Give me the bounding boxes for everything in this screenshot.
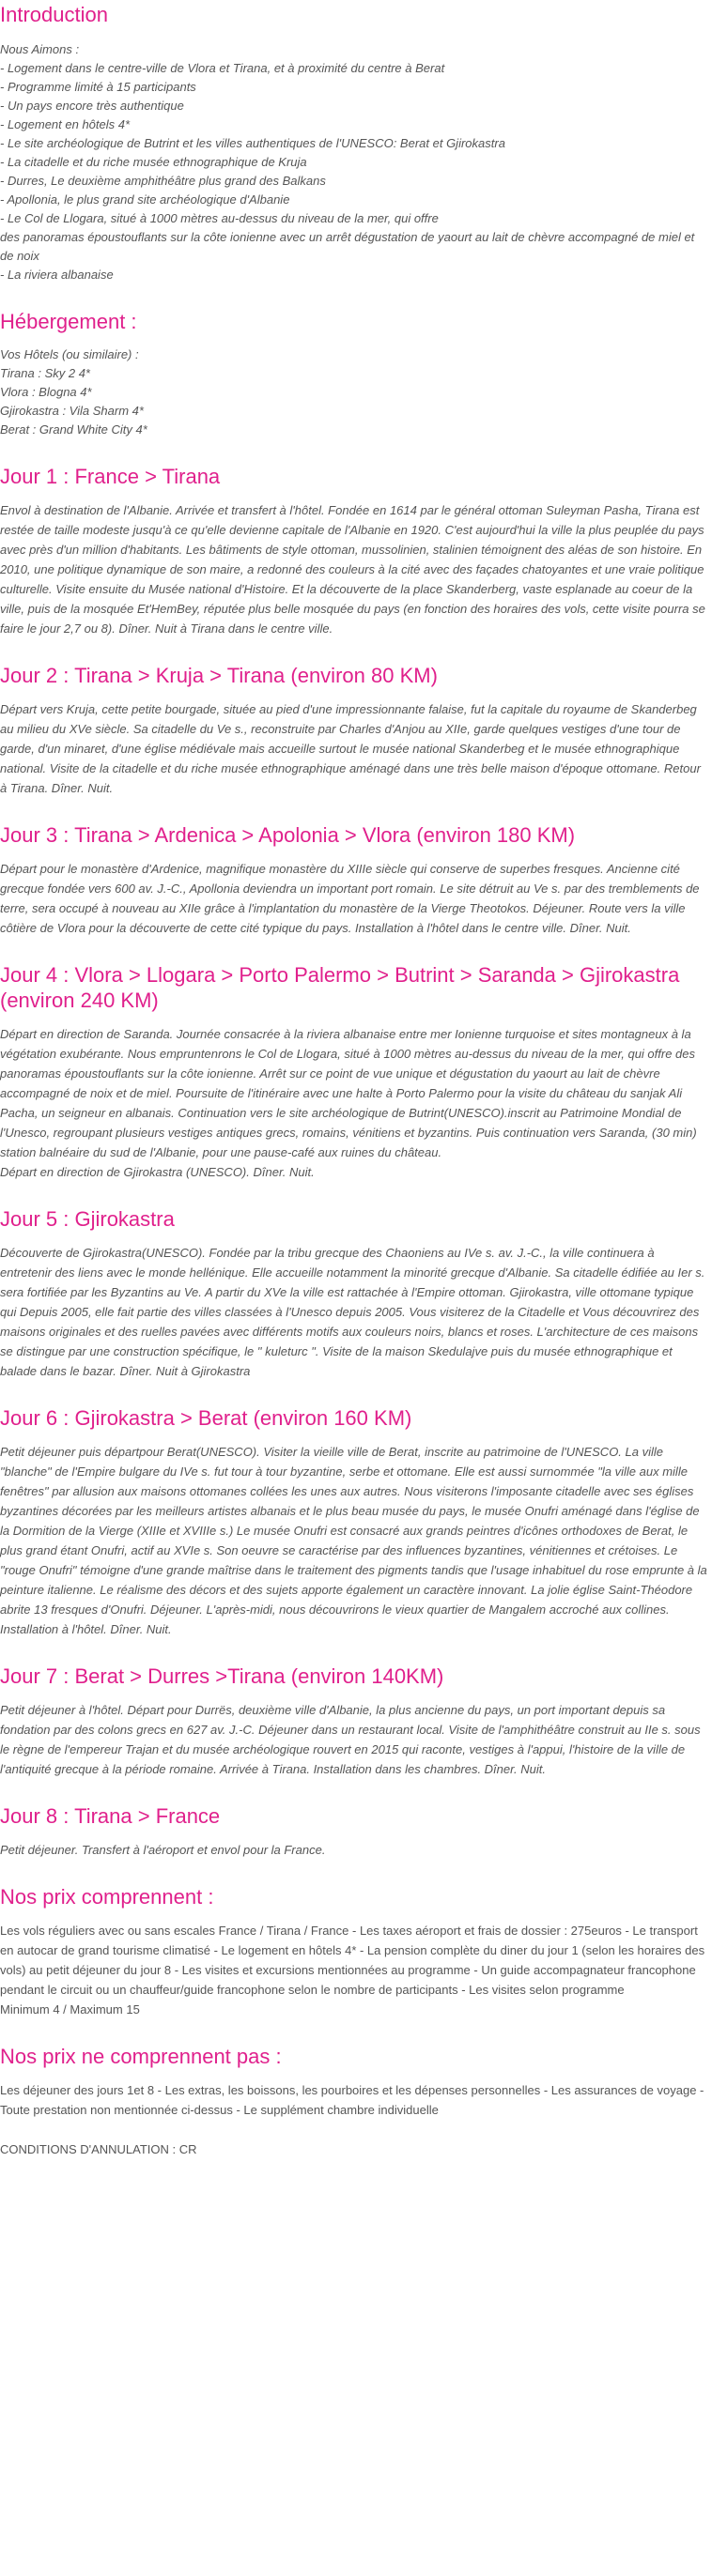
day-heading: Jour 7 : Berat > Durres >Tirana (environ 140KM) — [0, 1664, 444, 1688]
day-heading: Jour 3 : Tirana > Ardenica > Apolonia > Vlora (environ 180 KM) — [0, 823, 576, 847]
day-4-section — [0, 962, 708, 1182]
list-item: - Un pays encore très authentique — [0, 99, 184, 113]
day-7-section — [0, 1664, 708, 1779]
day-2-section — [0, 663, 708, 798]
introduction-heading: Introduction — [0, 3, 108, 26]
list-item: Vos Hôtels (ou similaire) : — [0, 347, 139, 361]
list-item: - Le Col de Llogara, situé à 1000 mètres au-dessus du niveau de la mer, qui offre — [0, 211, 439, 225]
day-description: Envol à destination de l'Albanie. Arrivée et transfert à l'hôtel. Fondée en 1614 par le général ottoman Suleyman Pasha, Tirana est restée de taille modeste jusqu'à ce qu'elle devienne capitale de l'Albanie en 1920. C'est aujourd'hui la ville la plus peuplée du pays avec près d'un million d'habitants. Les bâtiments de style ottoman, mussolinien, stalinien témoignent des aléas de son histoire. En 2010, une politique dynamique de son maire, a redonné des couleurs à la cité avec des façades chatoyantes et une vraie politique culturelle. Visite ensuite du Musée national d'Histoire. Et la découverte de la place Skanderberg, vaste esplanade au coeur de la ville, puis de la mosquée Et'HemBey, réputée plus belle mosquée du pays (en fonction des horaires des vols, cette visite pourra se faire le jour 2,7 ou 8). Dîner. Nuit à Tirana dans le centre ville. — [0, 503, 705, 636]
day-description: Découverte de Gjirokastra(UNESCO). Fondée par la tribu grecque des Chaoniens au IVe s. av. J.-C., la ville continuera à entretenir des liens avec le monde hellénique. Elle accueille notamment la minorité grecque d'Albanie. Sa citadelle édifiée au Ier s. sera fortifiée par les Byzantins au Ve. A partir du XVe la ville est rattachée à l'Empire ottoman. Gjirokastra, ville ottomane typique qui Depuis 2005, elle fait partie des villes classées à l'Unesco depuis 2005. Vous visiterez de la Citadelle et Vous découvrirez des maisons originales et des ruelles pavées avec différents motifs aux couleurs noirs, blancs et roses. L'architecture de ces maisons se distingue par une construction spécifique, le " kuleturc ". Visite de la maison Skedulajve puis du musée ethnographique et balade dans le bazar. Dîner. Nuit à Gjirokastra — [0, 1246, 705, 1378]
day-description-continued: Départ en direction de Gjirokastra (UNESCO). Dîner. Nuit. — [0, 1165, 315, 1179]
list-item: Vlora : Blogna 4* — [0, 385, 92, 399]
day-1-section — [0, 464, 708, 638]
prix-comprennent-text: Les vols réguliers avec ou sans escales France / Tirana / France - Les taxes aéroport et frais de dossier : 275euros - Le transport en autocar de grand tourisme climatisé - Le logement en hôtels 4* - La pension complète du diner du jour 1 (selon les horaires des vols) au petit déjeuner du jour 8 - Les visites et excursions mentionnées au programme - Un guide accompagnateur francophone pendant le circuit ou un chauffeur/guide francophone selon le nombre de participants - Les visites selon programme — [0, 1924, 705, 1997]
introduction-list — [0, 40, 708, 284]
introduction-section — [0, 2, 708, 284]
list-item: - La riviera albanaise — [0, 268, 114, 282]
day-heading: Jour 5 : Gjirokastra — [0, 1207, 175, 1231]
day-description: Petit déjeuner. Transfert à l'aéroport et envol pour la France. — [0, 1843, 326, 1857]
day-3-section — [0, 822, 708, 938]
prix-non-comprennent-text: Les déjeuner des jours 1et 8 - Les extras, les boissons, les pourboires et les dépenses personnelles - Les assurances de voyage - Toute prestation non mentionnée ci-dessus - Le supplément chambre individuelle — [0, 2083, 704, 2117]
list-item: - Durres, Le deuxième amphithéâtre plus grand des Balkans — [0, 174, 326, 188]
day-heading: Jour 6 : Gjirokastra > Berat (environ 160 KM) — [0, 1406, 412, 1430]
day-6-section — [0, 1405, 708, 1639]
hotel-list — [0, 345, 708, 439]
day-description: Départ vers Kruja, cette petite bourgade, située au pied d'une impressionnante falaise, fut la capitale du royaume de Skanderbeg au milieu du XVe siècle. Sa citadelle du Ve s., reconstruite par Charles d'Anjou au XIIe, garde quelques vestiges d'une tour de garde, d'un minaret, d'une église médiévale mais accueille surtout le musée national Skanderbeg et le musée ethnographique national. Visite de la citadelle et du riche musée ethnographique aménagé dans une très belle maison d'époque ottomane. Retour à Tirana. Dîner. Nuit. — [0, 702, 701, 795]
list-item: - La citadelle et du riche musée ethnographique de Kruja — [0, 155, 307, 169]
list-item: Gjirokastra : Vila Sharm 4* — [0, 404, 144, 418]
list-item: Nous Aimons : — [0, 42, 80, 56]
list-item: - Logement dans le centre-ville de Vlora et Tirana, et à proximité du centre à Berat — [0, 61, 445, 75]
day-description: Départ en direction de Saranda. Journée consacrée à la riviera albanaise entre mer Ionienne turquoise et sites montagneux à la végétation exubérante. Nous empruntenrons le Col de Llogara, situé à 1000 mètres au-dessus du niveau de la mer, qui offre des panoramas époustouflants sur la côte ionienne. Arrêt sur ce point de vue unique et dégustation du yaourt au lait de chèvre accompagné de noix et de miel. Poursuite de l'itinéraire avec une halte à Porto Palermo pour la visite du château du sanjak Ali Pacha, un seigneur en albanais. Continuation vers le site archéologique de Butrint(UNESCO).inscrit au Patrimoine Mondial de l'Unesco, regroupant plusieurs vestiges antiques grecs, romains, vénitiens et byzantins. Puis continuation vers Saranda, (30 min) station balnéaire du sud de l'Albanie, pour une pause-café aux ruines du château. — [0, 1027, 697, 1159]
hebergement-section — [0, 309, 708, 439]
day-description: Départ pour le monastère d'Ardenice, magnifique monastère du XIIIe siècle qui conserve de superbes fresques. Ancienne cité grecque fondée vers 600 av. J.-C., Apollonia deviendra un important port romain. Le site détruit au Ve s. par des tremblements de terre, sera occupé à nouveau au XIIe grâce à l'implantation du monastère de la Vierge Theotokos. Déjeuner. Route vers la ville côtière de Vlora pour la découverte de cette cité typique du pays. Installation à l'hôtel dans le centre ville. Dîner. Nuit. — [0, 862, 700, 935]
participants-limit: Minimum 4 / Maximum 15 — [0, 2002, 140, 2016]
prix-comprennent-section — [0, 1884, 708, 2019]
day-heading: Jour 2 : Tirana > Kruja > Tirana (environ 80 KM) — [0, 664, 438, 687]
list-item: des panoramas époustouflants sur la côte ionienne avec un arrêt dégustation de yaourt au lait de chèvre accompagné de miel et de noix — [0, 230, 695, 263]
prix-non-comprennent-heading: Nos prix ne comprennent pas : — [0, 2045, 282, 2068]
list-item: Tirana : Sky 2 4* — [0, 366, 90, 380]
list-item: - Le site archéologique de Butrint et les villes authentiques de l'UNESCO: Berat et Gjirokastra — [0, 136, 505, 150]
cancellation-conditions: CONDITIONS D'ANNULATION : CR — [0, 2142, 197, 2156]
list-item: - Programme limité à 15 participants — [0, 80, 196, 94]
day-description: Petit déjeuner puis départpour Berat(UNESCO). Visiter la vieille ville de Berat, inscrite au patrimoine de l'UNESCO. La ville "blanche" de l'Empire bulgare du IVe s. fut tour à tour byzantine, serbe et ottomane. Elle est aussi surnommée "la ville aux mille fenêtres" par allusion aux maisons ottomanes collées les unes aux autres. Nous visiterons l'imposante citadelle avec ses églises byzantines décorées par les meilleurs artistes albanais et le plus beau musée du pays, le musée Onufri aménagé dans l'église de la Dormition de la Vierge (XIIIe et XVIIIe s.) Le musée Onufri est consacré aux grands peintres d'icônes orthodoxes de Berat, le plus grand étant Onufri, actif au XVIe s. Son oeuvre se caractérise par des influences byzantines, vénitiennes et crétoises. Le "rouge Onufri" témoigne d'une grande maîtrise dans le traitement des pigments tandis que l'usage inhabituel du rose emprunte à la peinture italienne. Le réalisme des décors et des sujets apporte également un caractère innovant. La jolie église Saint-Théodore abrite 13 fresques d'Onufri. Déjeuner. L'après-midi, nous découvrirons le vieux quartier de Mangalem accroché aux collines. Installation à l'hôtel. Dîner. Nuit. — [0, 1445, 707, 1636]
list-item: - Apollonia, le plus grand site archéologique d'Albanie — [0, 192, 290, 207]
list-item: Berat : Grand White City 4* — [0, 422, 147, 437]
day-8-section — [0, 1803, 708, 1860]
day-5-section — [0, 1206, 708, 1381]
prix-comprennent-heading: Nos prix comprennent : — [0, 1885, 214, 1909]
list-item: - Logement en hôtels 4* — [0, 117, 131, 131]
day-heading: Jour 1 : France > Tirana — [0, 465, 221, 488]
day-description: Petit déjeuner à l'hôtel. Départ pour Durrës, deuxième ville d'Albanie, la plus ancienne du pays, un port important depuis sa fondation par des colons grecs en 627 av. J.-C. Déjeuner dans un restaurant local. Visite de l'amphithéâtre construit au IIe s. sous le règne de l'empereur Trajan et du musée archéologique rouvert en 2015 qui raconte, vestiges à l'appui, l'histoire de la ville de l'antiquité grecque à la période romaine. Arrivée à Tirana. Installation dans les chambres. Dîner. Nuit. — [0, 1703, 701, 1776]
prix-non-comprennent-section — [0, 2044, 708, 2159]
day-heading: Jour 4 : Vlora > Llogara > Porto Palermo > Butrint > Saranda > Gjirokastra (environ 240 KM) — [0, 963, 680, 1012]
day-heading: Jour 8 : Tirana > France — [0, 1804, 221, 1828]
hebergement-heading: Hébergement : — [0, 310, 137, 333]
